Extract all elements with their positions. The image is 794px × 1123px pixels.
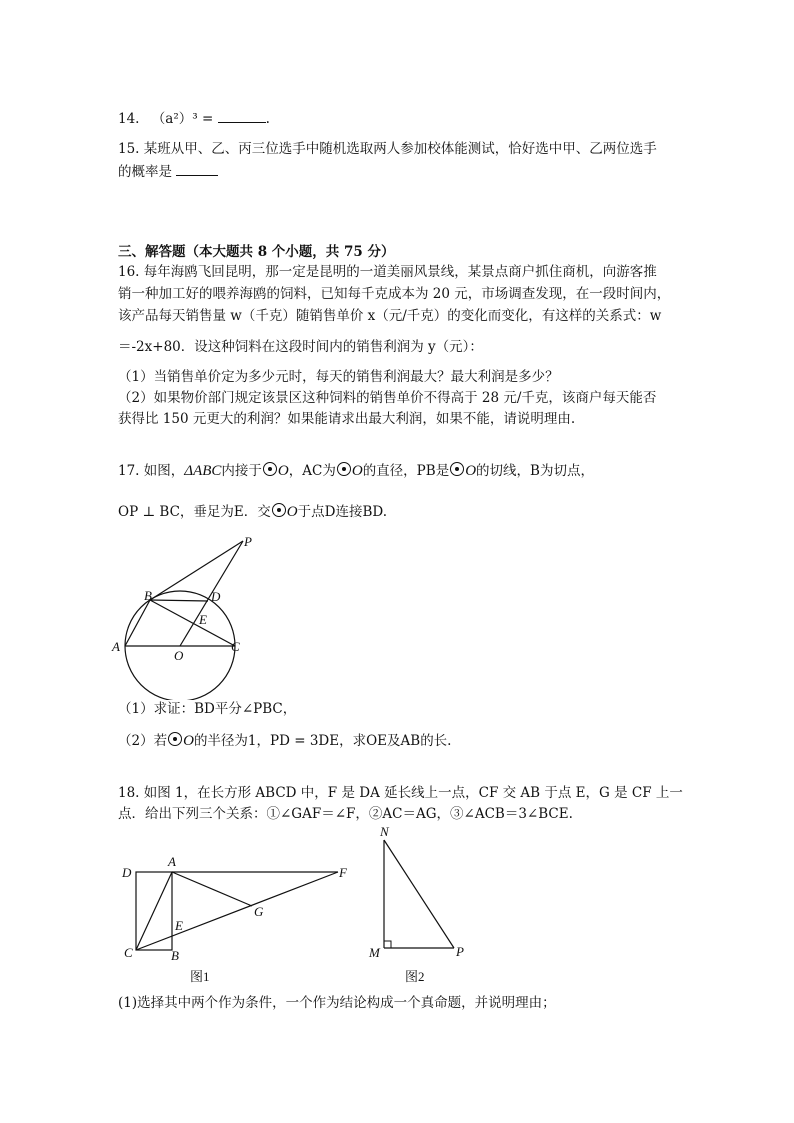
- circle-dot-icon: [272, 503, 286, 517]
- q17-text: 于点D连接BD.: [297, 504, 388, 520]
- label-d: D: [122, 865, 132, 880]
- circle-dot-icon: [168, 732, 182, 746]
- question-16-part2b: 获得比 150 元更大的利润？如果能请求出最大利润，如果不能，请说明理由.: [118, 411, 576, 427]
- figure-17-circle-diagram: [110, 530, 270, 700]
- label-o: O: [174, 648, 184, 663]
- question-16-part2a: （2）如果物价部门规定该景区这种饲料的销售单价不得高于 28 元/千克，该商户每天能否: [118, 390, 657, 406]
- q17-text: 内接于: [221, 463, 262, 479]
- label-b: B: [144, 588, 152, 603]
- circle-label: O: [277, 463, 289, 479]
- label-a: A: [112, 639, 120, 654]
- label-c: C: [231, 639, 240, 654]
- figure-caption: 图1: [190, 969, 210, 984]
- q17-text: 的直径，PB是: [362, 463, 450, 479]
- segment-ag: [172, 872, 252, 906]
- q17-text: （2）若: [118, 733, 168, 749]
- segment-bd: [150, 600, 208, 601]
- question-14: [118, 108, 270, 128]
- question-18-part1: (1)选择其中两个作为条件，一个作为结论构成一个真命题，并说明理由；: [118, 995, 556, 1011]
- right-angle-mark: [384, 941, 391, 948]
- circle-dot-icon: [263, 462, 277, 476]
- q17-text: 的切线，B为切点，: [476, 463, 594, 479]
- label-c: C: [124, 945, 133, 960]
- label-g: G: [254, 904, 264, 919]
- question-number: 14.: [118, 111, 140, 127]
- label-e: E: [199, 612, 207, 627]
- question-17-line1: [118, 462, 594, 480]
- question-16-line4: ＝-2x+80．设这种饲料在这段时间内的销售利润为 y（元）：: [118, 339, 483, 355]
- circle-label: O: [286, 504, 298, 520]
- circle-label: O: [465, 463, 477, 479]
- label-e: E: [175, 918, 183, 933]
- question-17-part2: [118, 732, 451, 750]
- segment-bp: [150, 541, 243, 600]
- question-18-line2: 点．给出下列三个关系：①∠GAF＝∠F，②AC＝AG，③∠ACB＝3∠BCE.: [118, 806, 573, 822]
- circle-label: O: [351, 463, 363, 479]
- circle-label: O: [183, 733, 194, 749]
- segment-ab: [125, 600, 150, 646]
- triangle-label: ΔABC: [184, 463, 222, 479]
- segment-bc: [150, 600, 235, 646]
- question-16-line2: 销一种加工好的喂养海鸥的饲料，已知每千克成本为 20 元，市场调查发现，在一段时间内，: [118, 286, 671, 302]
- label-b: B: [171, 948, 179, 963]
- period: .: [265, 111, 270, 127]
- segment-np: [384, 840, 454, 948]
- q17-text: 的半径为1，PD = 3DE，求OE及AB的长.: [193, 733, 452, 749]
- label-a: A: [168, 854, 176, 869]
- label-p: P: [244, 534, 252, 549]
- figure-18-rectangle: [118, 850, 358, 990]
- label-f: F: [339, 865, 347, 880]
- question-18-line1: 18. 如图 1，在长方形 ABCD 中，F 是 DA 延长线上一点，CF 交 AB 于点 E，G 是 CF 上一: [118, 785, 683, 801]
- q17-text: 17. 如图，: [118, 463, 185, 479]
- section-title: 三、解答题（本大题共 8 个小题，共 75 分）: [118, 244, 395, 260]
- label-n: N: [380, 824, 389, 839]
- expression: （a²）³ =: [151, 111, 214, 127]
- question-16-line1: 16. 每年海鸥飞回昆明，那一定是昆明的一道美丽风景线，某景点商户抓住商机，向游客推: [118, 264, 657, 280]
- question-15-line2: [118, 161, 218, 181]
- q15-text: 的概率是: [118, 164, 172, 180]
- circle-dot-icon: [450, 462, 464, 476]
- figure-18-right-triangle: [365, 822, 475, 990]
- q17-text: ，AC为: [288, 463, 336, 479]
- answer-blank[interactable]: [218, 108, 266, 123]
- question-16-part1: （1）当销售单价定为多少元时，每天的销售利润最大？最大利润是多少？: [118, 369, 559, 385]
- label-p: P: [456, 944, 464, 959]
- answer-blank[interactable]: [176, 161, 218, 176]
- label-m: M: [369, 945, 380, 960]
- circle-dot-icon: [337, 462, 351, 476]
- question-17-line2: [118, 503, 387, 521]
- question-17-part1: （1）求证：BD平分∠PBC，: [118, 701, 297, 717]
- figure-caption: 图2: [405, 969, 425, 984]
- question-15-line1: 15. 某班从甲、乙、丙三位选手中随机选取两人参加校体能测试，恰好选中甲、乙两位选手: [118, 141, 657, 157]
- label-d: D: [211, 589, 221, 604]
- q17-text: OP ⊥ BC，垂足为E．交: [118, 504, 271, 520]
- question-16-line3: 该产品每天销售量 w（千克）随销售单价 x（元/千克）的变化而变化，有这样的关系式：w: [118, 308, 662, 324]
